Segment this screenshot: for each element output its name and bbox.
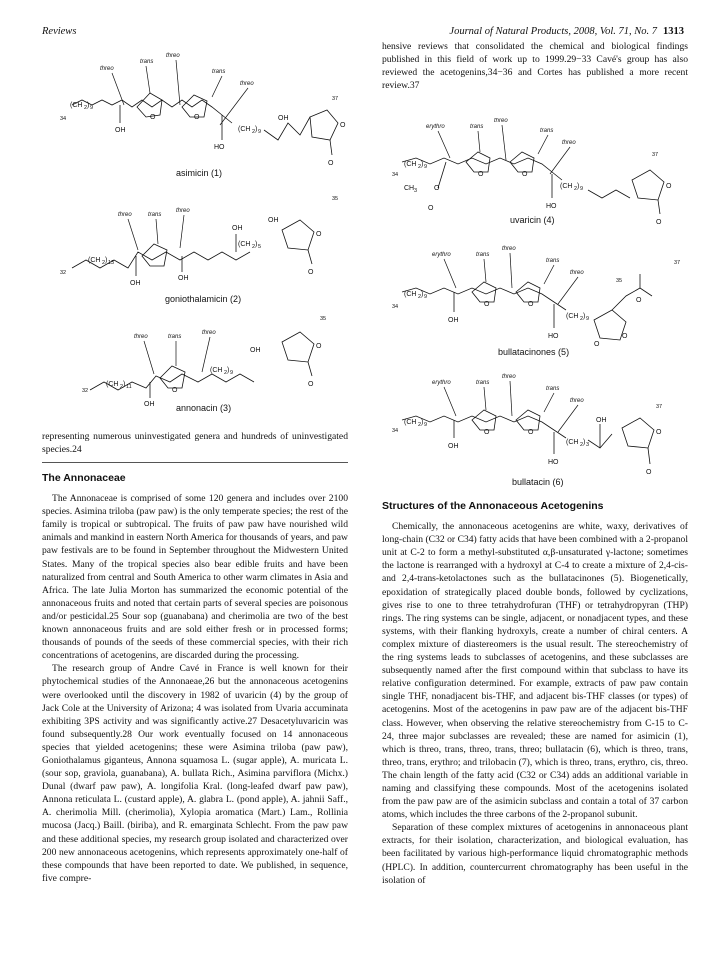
svg-text:threo: threo bbox=[502, 374, 516, 380]
svg-text:37: 37 bbox=[674, 260, 681, 266]
svg-text:11: 11 bbox=[126, 384, 132, 390]
heading-annonaceae: The Annonaceae bbox=[42, 472, 126, 484]
svg-text:(CH: (CH bbox=[238, 241, 251, 248]
svg-text:OH: OH bbox=[115, 127, 126, 134]
svg-text:2: 2 bbox=[418, 294, 422, 300]
svg-text:(CH: (CH bbox=[238, 126, 251, 133]
svg-text:trans: trans bbox=[476, 252, 490, 258]
svg-text:13: 13 bbox=[108, 260, 115, 266]
svg-text:37: 37 bbox=[656, 404, 663, 410]
svg-text:(CH: (CH bbox=[566, 439, 579, 446]
svg-text:): ) bbox=[255, 241, 258, 248]
svg-text:O: O bbox=[308, 381, 314, 388]
svg-text:erythro: erythro bbox=[432, 252, 451, 258]
svg-text:O: O bbox=[666, 183, 672, 190]
svg-text:OH: OH bbox=[596, 417, 607, 424]
svg-text:OH: OH bbox=[144, 401, 155, 408]
svg-text:OH: OH bbox=[178, 275, 189, 282]
svg-text:(CH: (CH bbox=[404, 291, 417, 298]
annonaceae-paragraph-2: The research group of Andre Cavé in France is well known for their phytochemical studies of the Annonaeae,26 but the annonaceous acetogenins were overlooked until the discovery in 1982 of uvaricin (4) by the group of Jack Cole at the University of Arizona; 4 was isolated from Uvaria accuminata exhibiting 3PS activity and was significantly active.27 Desacetyluvaricin was found subsequently.28 Our work eventually focused on 14 annonaceous species that yielded acetogenins; these were Asimina triloba (paw paw), Goniothalamus giganteus, Annona squamosa L. (sugar apple), A. muricata L. (sour sop, graviola, guanabana), A. bullata Rich., Asimina parviflora (Michx.) Dunal (dwarf paw paw), A. longifolia Kral. (long-leafed dwarf paw paw), Annona reticulata L. (custard apple), A. glabra L. (pond apple), A. jahnii Saff., A. cherimolia Mill. (cherimolia), Xylopia aromatica (Mart.) Lam., Rollinia mucosa (Jacq.) Baill. (biriba), and R. emarginata Schlecht. From the paw paw and these additional species, my research group isolated and characterized over 200 new annonaceous acetogenins, which represents approximately one-half of these compounds that have been reported to date. We published, in sequence, five compre- bbox=[42, 663, 348, 884]
section-divider bbox=[42, 462, 348, 463]
svg-text:): ) bbox=[87, 102, 90, 109]
svg-text:2: 2 bbox=[252, 129, 256, 135]
svg-text:erythro: erythro bbox=[426, 124, 445, 130]
svg-text:OH: OH bbox=[232, 225, 243, 232]
svg-text:9: 9 bbox=[580, 186, 584, 192]
svg-text:(CH: (CH bbox=[566, 313, 579, 320]
svg-text:threo: threo bbox=[118, 212, 132, 218]
svg-text:threo: threo bbox=[176, 208, 190, 214]
structure-uvaricin bbox=[382, 118, 692, 228]
svg-text:O: O bbox=[150, 114, 156, 121]
caption-bullatacinones: bullatacinones (5) bbox=[498, 347, 570, 357]
svg-text:threo: threo bbox=[562, 140, 576, 146]
svg-text:trans: trans bbox=[148, 212, 162, 218]
svg-text:9: 9 bbox=[424, 294, 428, 300]
svg-text:34: 34 bbox=[392, 172, 399, 178]
svg-text:): ) bbox=[421, 161, 424, 168]
svg-text:HO: HO bbox=[548, 459, 559, 466]
svg-text:trans: trans bbox=[470, 124, 484, 130]
svg-text:2: 2 bbox=[580, 442, 584, 448]
svg-text:trans: trans bbox=[540, 128, 554, 134]
svg-text:2: 2 bbox=[418, 164, 422, 170]
svg-text:2: 2 bbox=[102, 260, 106, 266]
svg-text:trans: trans bbox=[168, 334, 182, 340]
svg-text:9: 9 bbox=[424, 422, 428, 428]
svg-text:): ) bbox=[105, 257, 108, 264]
caption-bullatacin: bullatacin (6) bbox=[512, 477, 564, 487]
svg-text:OH: OH bbox=[250, 347, 261, 354]
structure-asimicin bbox=[42, 45, 352, 185]
svg-text:34: 34 bbox=[392, 304, 399, 310]
svg-text:O: O bbox=[428, 205, 434, 212]
svg-text:O: O bbox=[340, 122, 346, 129]
svg-text:O: O bbox=[316, 231, 322, 238]
svg-text:CH: CH bbox=[404, 185, 415, 192]
svg-text:threo: threo bbox=[166, 53, 180, 59]
svg-text:threo: threo bbox=[100, 66, 114, 72]
svg-text:O: O bbox=[172, 387, 178, 394]
structures-paragraph-1: Chemically, the annonaceous acetogenins are white, waxy, derivatives of long-chain (C32 or C34) fatty acids that have been combined with a 2-propanol unit at C-2 to form a methyl-substituted α,β-unsaturated γ-lactone; sometimes the lactone is rearranged with a hydroxyl at C-4 to create a mixture of 2,4-cis- and 2,4-trans-ketolactones such as the bullatacinones (5). Biogenetically, epoxidation of strategically placed double bonds, followed by cyclizations, gives rise to one to three tetrahydrofuran (THF) or tetrahydropyran (THP) rings. The ring systems can be single, adjacent, or nonadjacent types, and these systems, with their flanking hydroxyls, create a number of chiral centers. A complex mixture of diastereomers is the usual result. The stereochemistry of the ring systems leads to subclasses of acetogenins, and these subclasses are subsequently named after the first compound within that subclass to have its relative configuration determined. For example, extracts of paw paw contain single THF, nonadjacent bis-THF, and adjacent bis-THF classes (or types) of acetogenins. Most of the acetogenins in paw paw are of the adjacent bis-THF class. However, when observing the relative stereochemistry from C-15 to C-24, three major subclasses are revealed; these are named for asimicin (1), which is threo, trans, threo, trans, threo; bullatacin (6), which is threo, trans, threo, trans, erythro; and trilobacin (7), which is threo, trans, erythro, cis, threo. The chain length of the fatty acid (C32 or C34) adds an additional variable in naming and classifying these compounds. Most of the acetogenins isolated from the paw paw are of the asimicin subclass and contain a total of 37 carbon atoms, which includes the three carbons of the 2-propanol subunit. bbox=[382, 521, 688, 821]
svg-text:O: O bbox=[522, 171, 528, 178]
svg-text:): ) bbox=[583, 313, 586, 320]
svg-text:(CH: (CH bbox=[106, 381, 119, 388]
structure-annonacin bbox=[42, 312, 352, 412]
svg-text:9: 9 bbox=[424, 164, 428, 170]
section-label: Reviews bbox=[42, 26, 77, 37]
svg-text:2: 2 bbox=[84, 105, 88, 111]
svg-text:5: 5 bbox=[258, 244, 262, 250]
svg-text:O: O bbox=[594, 341, 600, 348]
svg-text:threo: threo bbox=[570, 398, 584, 404]
svg-text:O: O bbox=[194, 114, 200, 121]
svg-text:9: 9 bbox=[230, 370, 234, 376]
svg-text:(CH: (CH bbox=[404, 419, 417, 426]
right-intro bbox=[382, 40, 688, 92]
svg-text:32: 32 bbox=[60, 270, 67, 276]
page-number: 1313 bbox=[663, 26, 684, 37]
svg-text:O: O bbox=[484, 301, 490, 308]
svg-text:O: O bbox=[478, 171, 484, 178]
structures-paragraph-2: Separation of these complex mixtures of acetogenins in annonaceous plant extracts, for their isolation, characterization, and biological evaluation, has been facilitated by various high-performance liquid chromatographic methods (HPLC). In addition, countercurrent chromatography has been useful in the isolation of bbox=[382, 822, 688, 886]
svg-text:34: 34 bbox=[392, 428, 399, 434]
svg-text:3: 3 bbox=[414, 188, 418, 194]
svg-text:(CH: (CH bbox=[70, 102, 83, 109]
journal-name: Journal of Natural Products, 2008, Vol. 71, No. 7 bbox=[449, 26, 657, 37]
svg-text:35: 35 bbox=[332, 196, 339, 202]
svg-text:O: O bbox=[308, 269, 314, 276]
svg-text:(CH: (CH bbox=[210, 367, 223, 374]
svg-text:): ) bbox=[421, 419, 424, 426]
svg-text:O: O bbox=[656, 219, 662, 226]
svg-text:2: 2 bbox=[120, 384, 124, 390]
svg-text:O: O bbox=[528, 301, 534, 308]
svg-text:37: 37 bbox=[652, 152, 659, 158]
svg-text:trans: trans bbox=[212, 69, 226, 75]
svg-text:): ) bbox=[123, 381, 126, 388]
svg-text:OH: OH bbox=[130, 280, 141, 287]
caption-uvaricin: uvaricin (4) bbox=[510, 215, 555, 225]
svg-text:OH: OH bbox=[448, 443, 459, 450]
caption-goniothalamicin: goniothalamicin (2) bbox=[165, 294, 242, 304]
svg-text:O: O bbox=[622, 333, 628, 340]
svg-text:OH: OH bbox=[268, 217, 279, 224]
svg-text:): ) bbox=[583, 439, 586, 446]
svg-text:2: 2 bbox=[418, 422, 422, 428]
right-column bbox=[382, 500, 688, 887]
svg-text:trans: trans bbox=[476, 380, 490, 386]
svg-text:HO: HO bbox=[214, 144, 225, 151]
svg-text:threo: threo bbox=[494, 118, 508, 124]
svg-text:2: 2 bbox=[252, 244, 256, 250]
caption-annonacin: annonacin (3) bbox=[176, 403, 232, 413]
running-header bbox=[0, 0, 728, 40]
svg-text:35: 35 bbox=[320, 316, 327, 322]
svg-text:threo: threo bbox=[134, 334, 148, 340]
svg-text:9: 9 bbox=[258, 129, 262, 135]
svg-text:HO: HO bbox=[548, 333, 559, 340]
svg-text:trans: trans bbox=[546, 258, 560, 264]
structure-goniothalamicin bbox=[42, 190, 352, 300]
svg-text:OH: OH bbox=[278, 115, 289, 122]
svg-text:erythro: erythro bbox=[432, 380, 451, 386]
svg-text:(CH: (CH bbox=[560, 183, 573, 190]
svg-text:37: 37 bbox=[332, 96, 339, 102]
svg-text:HO: HO bbox=[546, 203, 557, 210]
svg-text:2: 2 bbox=[574, 186, 578, 192]
svg-text:threo: threo bbox=[570, 270, 584, 276]
svg-text:2: 2 bbox=[580, 316, 584, 322]
svg-text:9: 9 bbox=[90, 105, 94, 111]
svg-text:O: O bbox=[656, 429, 662, 436]
svg-text:): ) bbox=[255, 126, 258, 133]
svg-text:O: O bbox=[328, 160, 334, 167]
svg-text:3: 3 bbox=[586, 442, 590, 448]
svg-text:O: O bbox=[646, 469, 652, 476]
journal-citation bbox=[449, 26, 684, 37]
svg-text:trans: trans bbox=[140, 59, 154, 65]
caption-asimicin: asimicin (1) bbox=[176, 168, 223, 178]
svg-text:(CH: (CH bbox=[404, 161, 417, 168]
svg-text:threo: threo bbox=[502, 246, 516, 252]
svg-text:): ) bbox=[421, 291, 424, 298]
structure-bullatacin bbox=[382, 372, 692, 482]
svg-text:): ) bbox=[227, 367, 230, 374]
structure-bullatacinones bbox=[382, 240, 692, 350]
svg-text:(CH: (CH bbox=[88, 257, 101, 264]
heading-structures: Structures of the Annonaceous Acetogenins bbox=[382, 500, 604, 512]
svg-text:threo: threo bbox=[240, 81, 254, 87]
svg-text:OH: OH bbox=[448, 317, 459, 324]
left-column bbox=[42, 472, 348, 885]
svg-text:O: O bbox=[316, 343, 322, 350]
svg-text:O: O bbox=[528, 429, 534, 436]
svg-text:threo: threo bbox=[202, 330, 216, 336]
svg-text:2: 2 bbox=[224, 370, 228, 376]
svg-text:trans: trans bbox=[546, 386, 560, 392]
left-intro bbox=[42, 430, 348, 456]
svg-text:): ) bbox=[577, 183, 580, 190]
reviews-continuation: hensive reviews that consolidated the chemical and biological findings published in this field of work up to 1999.29−33 Cavé's group has also reviewed the acetogenins,34−36 and Cortes has published a more recent review.37 bbox=[382, 41, 688, 92]
svg-text:32: 32 bbox=[82, 388, 89, 394]
intro-end-paragraph: representing numerous uninvestigated genera and hundreds of uninvestigated species.24 bbox=[42, 431, 348, 456]
svg-text:O: O bbox=[434, 185, 440, 192]
svg-text:9: 9 bbox=[586, 316, 590, 322]
annonaceae-paragraph-1: The Annonaceae is comprised of some 120 genera and includes over 2100 species. Asimina triloba (paw paw) is the only temperate species; the rest of the family is tropical or subtropical. The fruits of paw paw have nourished wild animals and mankind in eastern North America for thousands of years, and paw paw festivals are to be found in September throughout the Midwestern United States. Many of the tropical species also bear edible fruits and have been naturalized from central and South America to other warm climates in Asia and Africa. The late Julia Morton has summarized the economic potential of the annonaceous fruits and noted that certain parts of several species are poisonous and/or pesticidal.25 Sour sop (guanabana) and cherimolia are two of the best known annonaceous fruits and are sold either fresh or in processed forms; thousands of pounds of the seeds of these commercial species, with their rich concentrations of acetogenins, are discarded during the processing. bbox=[42, 493, 348, 662]
svg-text:O: O bbox=[636, 297, 642, 304]
svg-text:35: 35 bbox=[616, 278, 623, 284]
svg-text:34: 34 bbox=[60, 116, 67, 122]
svg-text:O: O bbox=[484, 429, 490, 436]
